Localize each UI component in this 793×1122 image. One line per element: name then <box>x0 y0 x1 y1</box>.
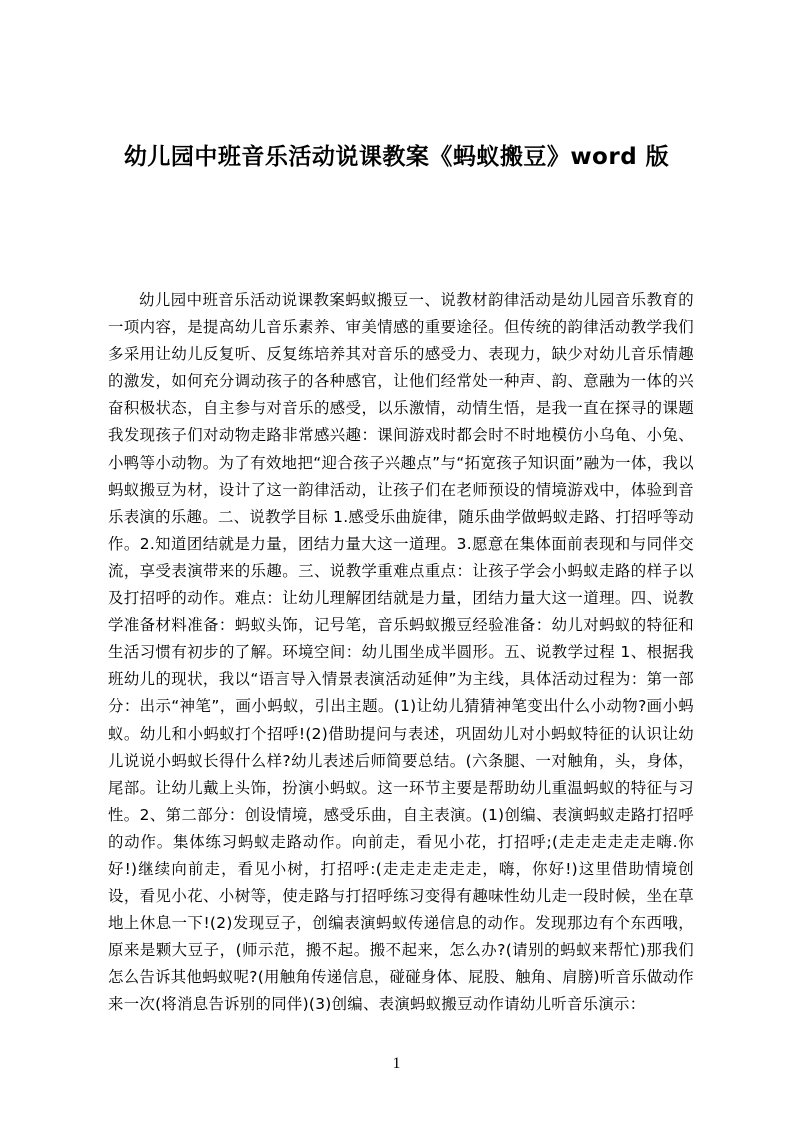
page-number: 1 <box>392 1055 401 1072</box>
document-body-paragraph: 幼儿园中班音乐活动说课教案蚂蚁搬豆一、说教材韵律活动是幼儿园音乐教育的一项内容，是提高幼儿音乐素养、审美情感的重要途径。但传统的韵律活动教学我们多采用让幼儿反复听、反复练培养其对音乐的感受力、表现力，缺少对幼儿音乐情趣的激发，如何充分调动孩子的各种感官，让他们经常处一种声、韵、意融为一体的兴奋积极状态，自主参与对音乐的感受，以乐激情，动情生悟，是我一直在探寻的课题我发现孩子们对动物走路非常感兴趣：课间游戏时都会时不时地模仿小乌龟、小兔、小鸭等小动物。为了有效地把“迎合孩子兴趣点”与“拓宽孩子知识面”融为一体，我以蚂蚁搬豆为材，设计了这一韵律活动，让孩子们在老师预设的情境游戏中，体验到音乐表演的乐趣。二、说教学目标 1.感受乐曲旋律，随乐曲学做蚂蚁走路、打招呼等动作。2.知道团结就是力量，团结力量大这一道理。3.愿意在集体面前表现和与同伴交流，享受表演带来的乐趣。三、说教学重难点重点：让孩子学会小蚂蚁走路的样子以及打招呼的动作。难点：让幼儿理解团结就是力量，团结力量大这一道理。四、说教学准备材料准备：蚂蚁头饰，记号笔，音乐蚂蚁搬豆经验准备：幼儿对蚂蚁的特征和生活习惯有初步的了解。环境空间：幼儿围坐成半圆形。五、说教学过程 1、根据我班幼儿的现状，我以“语言导入情景表演活动延伸”为主线，具体活动过程为：第一部分：出示“神笔”，画小蚂蚁，引出主题。(1)让幼儿猜猜神笔变出什么小动物?画小蚂蚁。幼儿和小蚂蚁打个招呼!(2)借助提问与表述，巩固幼儿对小蚂蚁特征的认识让幼儿说说小蚂蚁长得什么样?幼儿表述后师简要总结。(六条腿、一对触角，头，身体，尾部。让幼儿戴上头饰，扮演小蚂蚁。这一环节主要是帮助幼儿重温蚂蚁的特征与习性。2、第二部分：创设情境，感受乐曲，自主表演。(1)创编、表演蚂蚁走路打招呼的动作。集体练习蚂蚁走路动作。向前走，看见小花，打招呼;(走走走走走走嗨.你好!)继续向前走，看见小树，打招呼:(走走走走走走，嗨，你好!)这里借助情境创设，看见小花、小树等，使走路与打招呼练习变得有趣味性幼儿走一段时候，坐在草地上休息一下!(2)发现豆子，创编表演蚂蚁传递信息的动作。发现那边有个东西哦，原来是颗大豆子，(师示范，搬不起。搬不起来，怎么办?(请别的蚂蚁来帮忙)那我们怎么告诉其他蚂蚁呢?(用触角传递信息，碰碰身体、屁股、触角、肩膀)听音乐做动作来一次(将消息告诉别的同伴)(3)创编、表演蚂蚁搬豆动作请幼儿听音乐演示： <box>108 291 694 1014</box>
document-title: 幼儿园中班音乐活动说课教案《蚂蚁搬豆》word 版 <box>123 144 670 170</box>
